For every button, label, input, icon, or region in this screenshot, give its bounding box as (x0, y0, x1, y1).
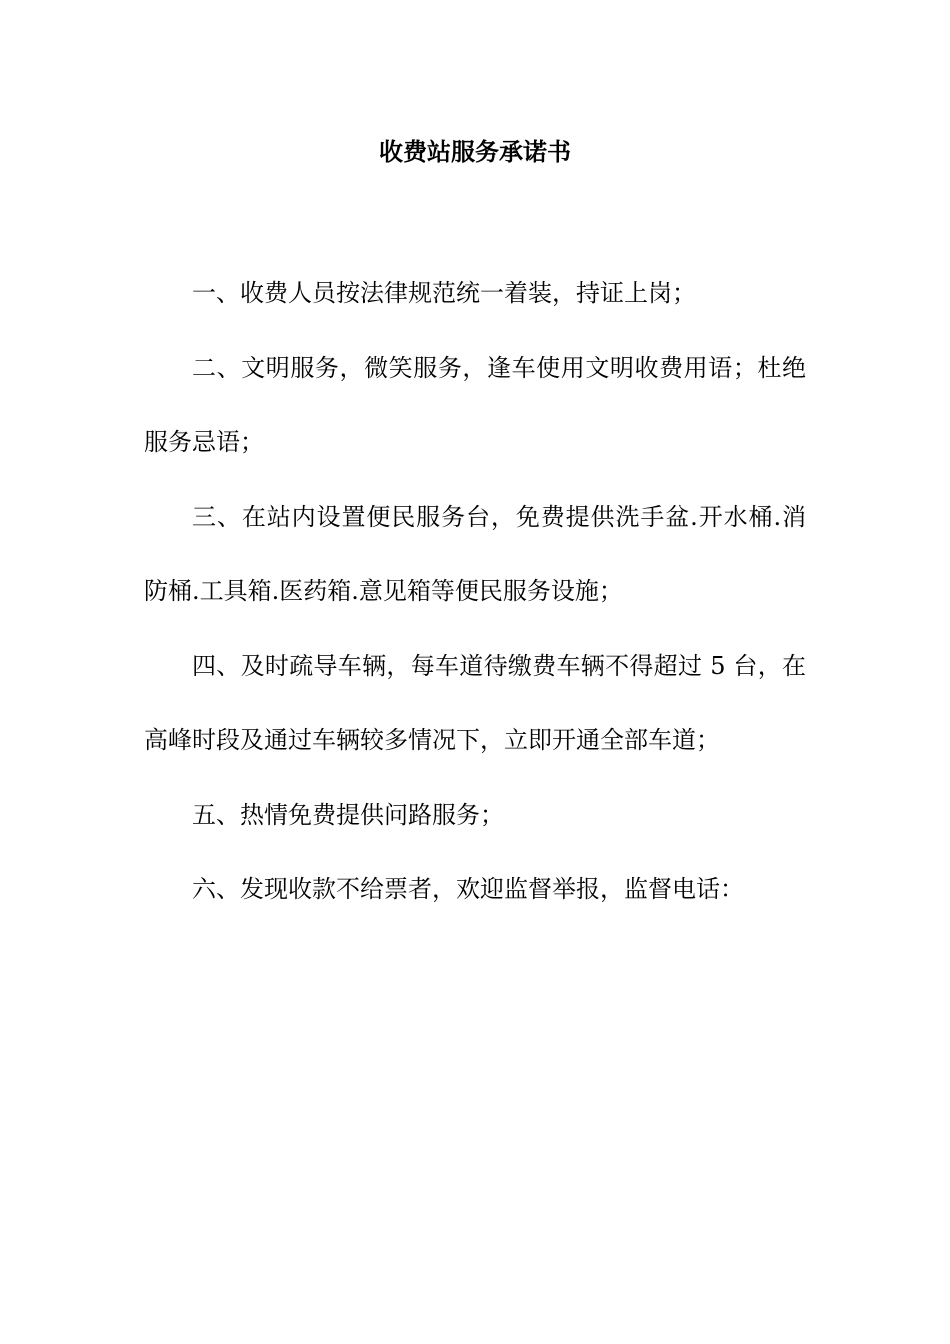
item-3-convenience-desk: 三、在站内设置便民服务台，免费提供洗手盆.开水桶.消防桶.工具箱.医药箱.意见箱等便民服务设施； (144, 502, 806, 605)
document-title: 收费站服务承诺书 (379, 137, 571, 166)
item-4-traffic-guidance: 四、及时疏导车辆，每车道待缴费车辆不得超过 5 台，在高峰时段及通过车辆较多情况下，立即开通全部车道； (144, 651, 806, 754)
item-5-directions-service: 五、热情免费提供问路服务； (192, 800, 504, 829)
item-1-uniform: 一、收费人员按法律规范统一着装，持证上岗； (192, 279, 696, 307)
item-2-civil-service: 二、文明服务，微笑服务，逢车使用文明收费用语；杜绝服务忌语； (144, 353, 806, 456)
item-6-supervision-report: 六、发现收款不给票者，欢迎监督举报，监督电话： (192, 875, 744, 903)
document-body (144, 256, 806, 927)
